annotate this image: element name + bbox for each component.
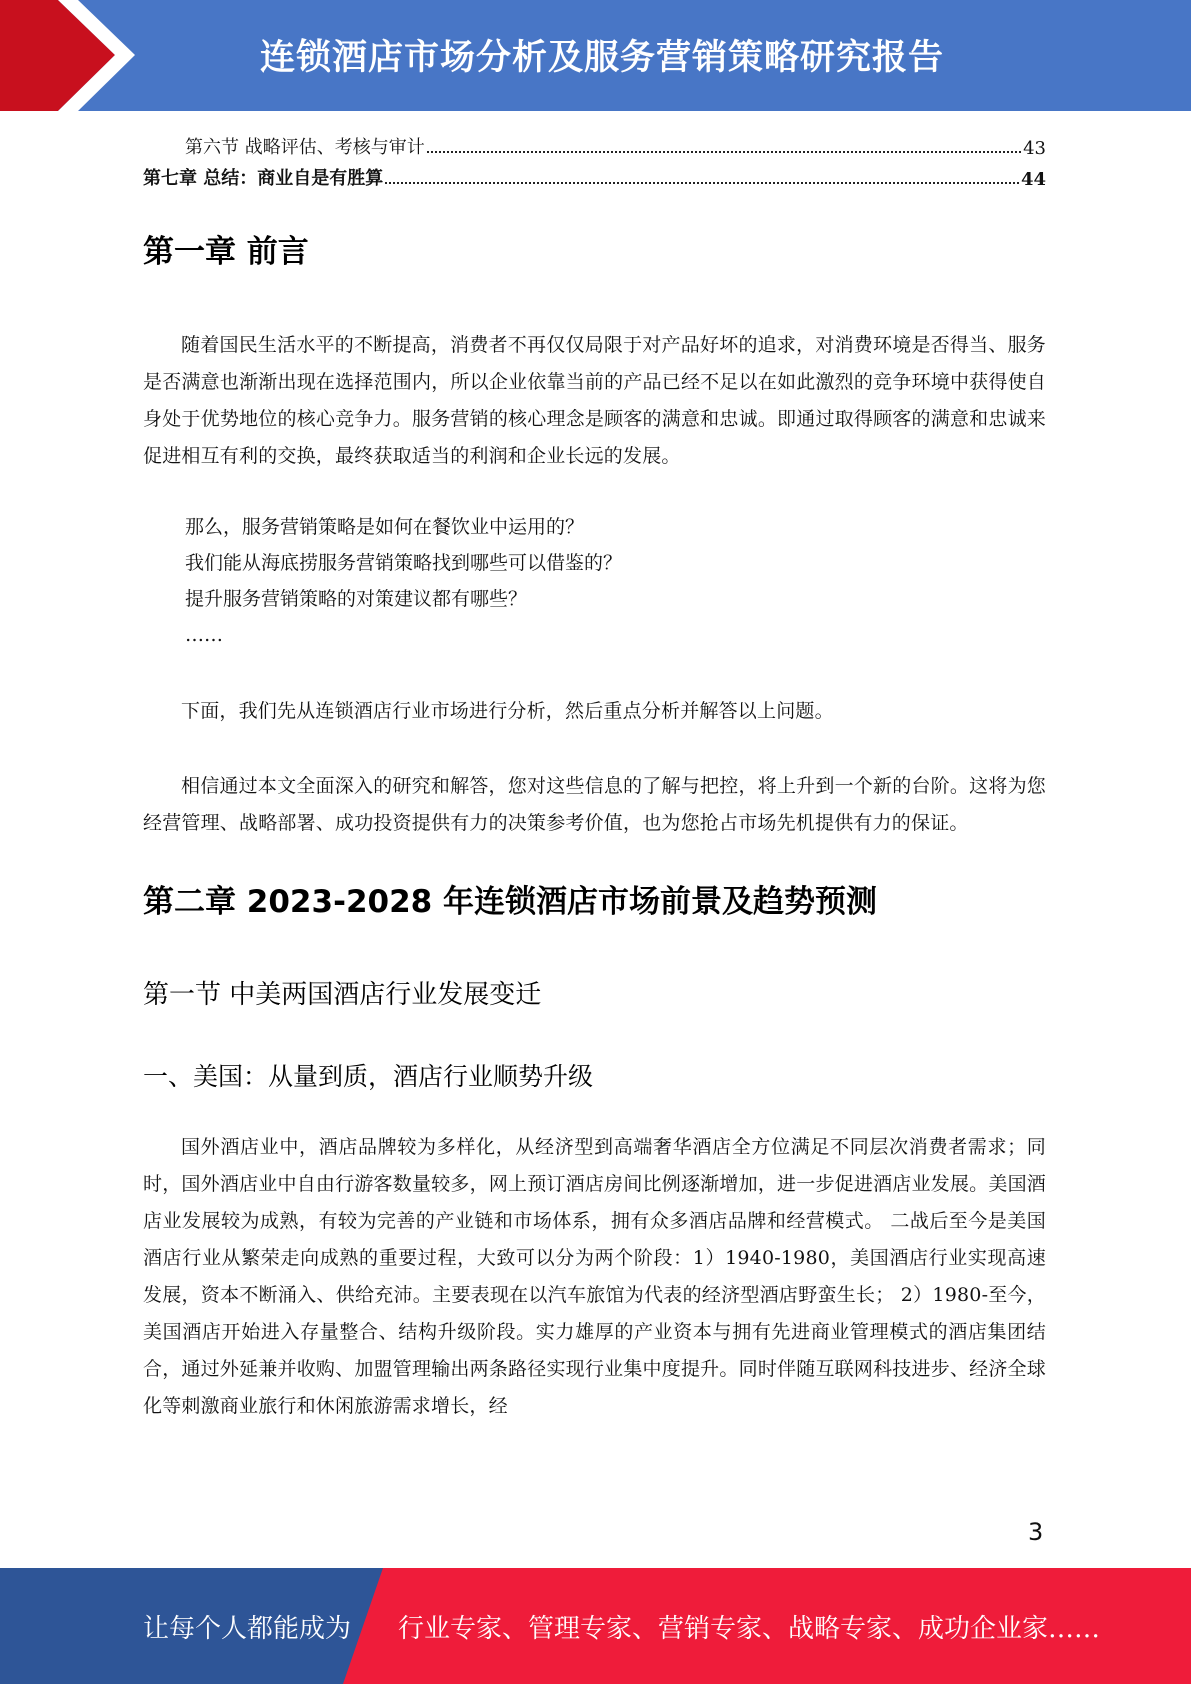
toc-entry-page: 44 [1020, 169, 1046, 190]
page-footer [0, 1568, 1191, 1684]
toc-entry-page: 43 [1023, 138, 1046, 159]
toc-entry-title: 第六节 战略评估、考核与审计 [185, 137, 425, 158]
question-1: 那么，服务营销策略是如何在餐饮业中运用的？ [185, 516, 585, 538]
question-ellipsis: …… [185, 624, 223, 646]
section-1-heading: 第一节 中美两国酒店行业发展变迁 [143, 980, 542, 1010]
footer-slogan-right: 行业专家、管理专家、营销专家、战略专家、成功企业家…… [398, 1614, 1101, 1644]
toc-entry-section-6[interactable] [143, 128, 1046, 159]
chapter-2-paragraph-1: 国外酒店业中，酒店品牌较为多样化，从经济型到高端奢华酒店全方位满足不同层次消费者需求；同时，国外酒店业中自由行游客数量较多，网上预订酒店房间比例逐渐增加，进一步促进酒店业发展。美国酒店业发展较为成熟，有较为完善的产业链和市场体系，拥有众多酒店品牌和经营模式。 二战后至今是美国酒店行业从繁荣走向成熟的重要过程，大致可以分为两个阶段：1）1940-1980，美国酒店行业实现高速发展，资本不断涌入、供给充沛。主要表现在以汽车旅馆为代表的经济型酒店野蛮生长； 2）1980-至今，美国酒店开始进入存量整合、结构升级阶段。实力雄厚的产业资本与拥有先进商业管理模式的酒店集团结合，通过外延兼并收购、加盟管理输出两条路径实现行业集中度提升。同时伴随互联网科技进步、经济全球化等刺激商业旅行和休闲旅游需求增长，经 [143, 1136, 1046, 1417]
toc-entry-chapter-7[interactable] [143, 159, 1046, 190]
chapter-1-heading: 第一章 前言 [143, 234, 309, 270]
header-chevron-decoration [0, 0, 160, 111]
page-header [0, 0, 1191, 111]
document-body [143, 228, 1046, 1425]
chapter-1-paragraph-2: 下面，我们先从连锁酒店行业市场进行分析，然后重点分析并解答以上问题。 [181, 700, 834, 722]
question-3: 提升服务营销策略的对策建议都有哪些？ [185, 588, 528, 610]
subsection-1-heading: 一、美国：从量到质，酒店行业顺势升级 [143, 1062, 594, 1091]
toc-entry-title: 第七章 总结：商业自是有胜算 [143, 168, 384, 189]
table-of-contents [143, 128, 1046, 190]
page-number: 3 [1028, 1518, 1044, 1546]
chapter-1-paragraph-1: 随着国民生活水平的不断提高，消费者不再仅仅局限于对产品好坏的追求，对消费环境是否得当、服务是否满意也渐渐出现在选择范围内，所以企业依靠当前的产品已经不足以在如此激烈的竞争环境中获得使自身处于优势地位的核心竞争力。服务营销的核心理念是顾客的满意和忠诚。即通过取得顾客的满意和忠诚来促进相互有利的交换，最终获取适当的利润和企业长远的发展。 [143, 334, 1046, 467]
report-title: 连锁酒店市场分析及服务营销策略研究报告 [260, 38, 945, 78]
toc-leader-dots [427, 151, 1021, 153]
chapter-2-heading: 第二章 2023-2028 年连锁酒店市场前景及趋势预测 [143, 884, 878, 920]
question-2: 我们能从海底捞服务营销策略找到哪些可以借鉴的？ [185, 552, 623, 574]
chapter-1-paragraph-3: 相信通过本文全面深入的研究和解答，您对这些信息的了解与把控，将上升到一个新的台阶。这将为您经营管理、战略部署、成功投资提供有力的决策参考价值，也为您抢占市场先机提供有力的保证。 [143, 775, 1046, 834]
toc-leader-dots [385, 182, 1019, 184]
footer-slogan-left: 让每个人都能成为 [143, 1614, 352, 1644]
